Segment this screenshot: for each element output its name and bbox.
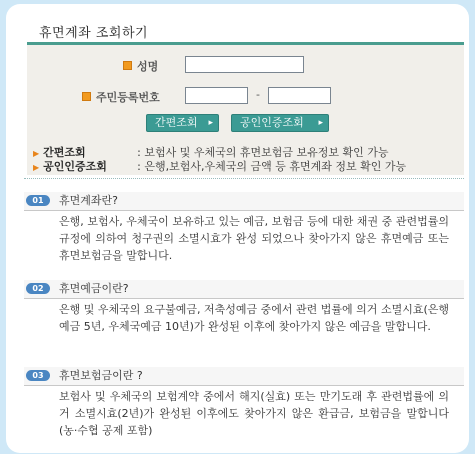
rrn-label: 주민등록번호 bbox=[96, 91, 160, 104]
arrow-right-icon: ▸ bbox=[208, 118, 213, 128]
note-key: 공인인증조회 bbox=[43, 160, 107, 173]
note-cert-lookup bbox=[33, 158, 406, 174]
name-input[interactable] bbox=[185, 56, 304, 73]
arrow-right-icon: ▸ bbox=[318, 118, 323, 128]
section-header bbox=[24, 192, 464, 211]
cert-lookup-label: 공인인증조회 bbox=[240, 116, 304, 129]
name-label: 성명 bbox=[137, 60, 159, 73]
triangle-bullet-icon: ▶ bbox=[33, 163, 40, 172]
section-header bbox=[24, 280, 464, 299]
section-title: 휴면보험금이란 ? bbox=[59, 369, 143, 382]
section-title: 휴면예금이란? bbox=[59, 282, 129, 295]
note-text: 보험사 및 우체국의 휴면보험금 보유정보 확인 가능 bbox=[144, 146, 389, 159]
simple-lookup-button[interactable] bbox=[146, 114, 219, 132]
simple-lookup-label: 간편조회 bbox=[155, 116, 198, 129]
section-number-badge: 01 bbox=[26, 195, 50, 206]
section-body: 은행 및 우체국의 요구불예금, 저축성예금 중에서 관련 법률에 의거 소멸시효(은행예금 5년, 우체국예금 10년)가 완성된 이후에 찾아가지 않은 예금을 말합니다. bbox=[59, 303, 449, 333]
bullet-square-icon bbox=[123, 61, 132, 70]
divider bbox=[24, 178, 464, 179]
section-number-badge: 03 bbox=[26, 370, 50, 381]
rrn-back-input[interactable] bbox=[268, 87, 331, 104]
section-header bbox=[24, 367, 464, 386]
bullet-square-icon bbox=[82, 92, 91, 101]
note-text: 은행,보험사,우체국의 금액 등 휴면계좌 정보 확인 가능 bbox=[144, 160, 407, 173]
section-number-badge: 02 bbox=[26, 283, 50, 294]
rrn-front-input[interactable] bbox=[185, 87, 248, 104]
note-sep: : bbox=[137, 160, 141, 173]
rrn-separator: - bbox=[256, 88, 260, 101]
note-sep: : bbox=[137, 146, 141, 159]
note-key: 간편조회 bbox=[43, 146, 86, 159]
section-title: 휴면계좌란? bbox=[59, 194, 118, 207]
cert-lookup-button[interactable] bbox=[231, 114, 329, 132]
section-body: 은행, 보험사, 우체국이 보유하고 있는 예금, 보험금 등에 대한 채권 중 관련법률의 규정에 의하여 청구권의 소멸시효가 완성 되었으나 찾아가지 않은 휴면예금 또는 휴면보험금을 말합니다. bbox=[59, 215, 449, 262]
page-title: 휴면계좌 조회하기 bbox=[39, 26, 149, 41]
section-body: 보험사 및 우체국의 보험계약 중에서 해지(실효) 또는 만기도래 후 관련법률에 의거 소멸시효(2년)가 완성된 이후에도 찾아가지 않은 환급금, 보험금을 말합니다 (농·수협 공제 포함) bbox=[59, 390, 449, 437]
triangle-bullet-icon: ▶ bbox=[33, 149, 40, 158]
